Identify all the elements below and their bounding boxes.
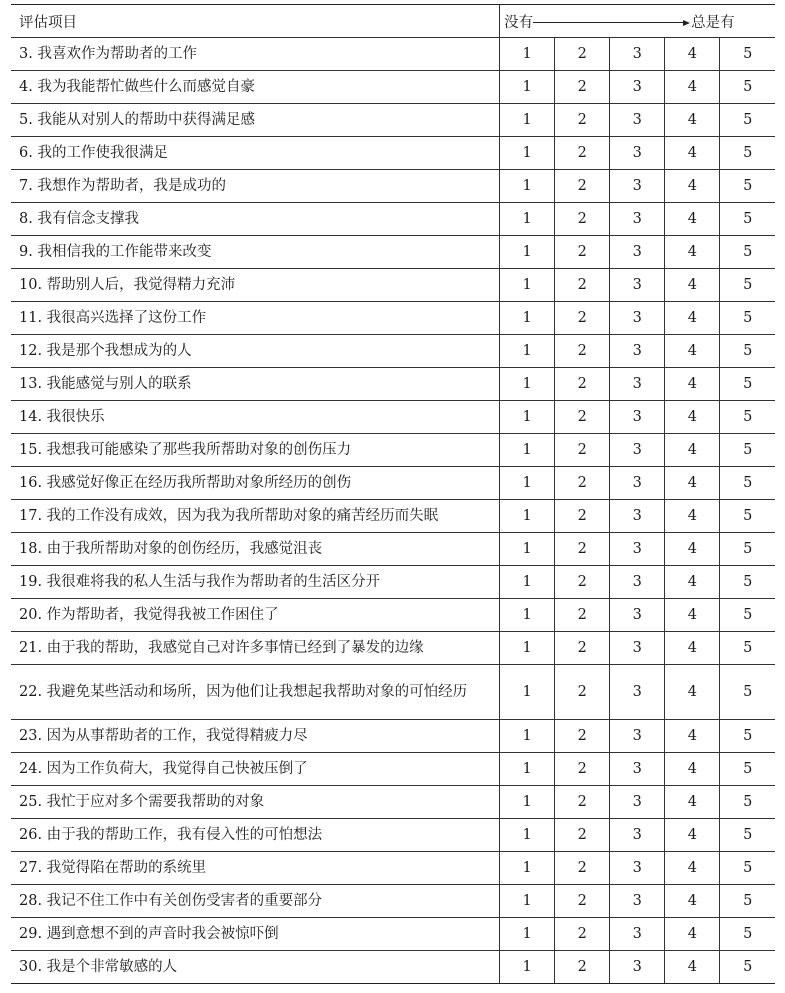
table-row [11, 71, 775, 104]
score-option-5[interactable]: 5 [720, 951, 775, 984]
score-option-4[interactable]: 4 [665, 137, 720, 170]
score-option-2[interactable]: 2 [555, 71, 610, 104]
item-text: 10. 帮助别人后，我觉得精力充沛 [11, 269, 500, 302]
score-option-4[interactable]: 4 [665, 38, 720, 71]
score-option-3[interactable]: 3 [610, 786, 665, 819]
score-option-4[interactable]: 4 [665, 566, 720, 599]
score-option-4[interactable]: 4 [665, 236, 720, 269]
score-option-4[interactable]: 4 [665, 269, 720, 302]
score-option-5[interactable]: 5 [720, 500, 775, 533]
score-option-4[interactable]: 4 [665, 203, 720, 236]
item-text: 4. 我为我能帮忙做些什么而感觉自豪 [11, 71, 500, 104]
score-option-4[interactable]: 4 [665, 786, 720, 819]
score-option-5[interactable]: 5 [720, 786, 775, 819]
item-text: 6. 我的工作使我很满足 [11, 137, 500, 170]
table-row [11, 368, 775, 401]
score-option-5[interactable]: 5 [720, 852, 775, 885]
score-option-1[interactable]: 1 [500, 566, 555, 599]
score-option-2[interactable]: 2 [555, 104, 610, 137]
score-option-1[interactable]: 1 [500, 302, 555, 335]
score-option-4[interactable]: 4 [665, 632, 720, 665]
item-text: 26. 由于我的帮助工作，我有侵入性的可怕想法 [11, 819, 500, 852]
score-option-1[interactable]: 1 [500, 170, 555, 203]
score-option-1[interactable]: 1 [500, 335, 555, 368]
score-option-5[interactable]: 5 [720, 918, 775, 951]
score-option-5[interactable]: 5 [720, 753, 775, 786]
score-option-2[interactable]: 2 [555, 203, 610, 236]
score-option-3[interactable]: 3 [610, 269, 665, 302]
table-row [11, 819, 775, 852]
score-option-1[interactable]: 1 [500, 951, 555, 984]
score-option-2[interactable]: 2 [555, 38, 610, 71]
item-text: 21. 由于我的帮助，我感觉自己对许多事情已经到了暴发的边缘 [11, 632, 500, 665]
item-text: 7. 我想作为帮助者，我是成功的 [11, 170, 500, 203]
item-text: 29. 遇到意想不到的声音时我会被惊吓倒 [11, 918, 500, 951]
score-option-1[interactable]: 1 [500, 720, 555, 753]
table-row [11, 632, 775, 665]
score-option-3[interactable]: 3 [610, 819, 665, 852]
score-option-2[interactable]: 2 [555, 852, 610, 885]
table-row [11, 269, 775, 302]
score-option-4[interactable]: 4 [665, 852, 720, 885]
score-option-5[interactable]: 5 [720, 566, 775, 599]
score-option-1[interactable]: 1 [500, 918, 555, 951]
score-option-5[interactable]: 5 [720, 720, 775, 753]
score-option-5[interactable]: 5 [720, 885, 775, 918]
score-option-4[interactable]: 4 [665, 368, 720, 401]
score-option-3[interactable]: 3 [610, 533, 665, 566]
item-column-header: 评估项目 [11, 5, 500, 38]
score-option-3[interactable]: 3 [610, 753, 665, 786]
score-option-3[interactable]: 3 [610, 434, 665, 467]
table-row [11, 38, 775, 71]
score-option-4[interactable]: 4 [665, 665, 720, 720]
score-option-2[interactable]: 2 [555, 632, 610, 665]
item-text: 12. 我是那个我想成为的人 [11, 335, 500, 368]
item-text: 15. 我想我可能感染了那些我所帮助对象的创伤压力 [11, 434, 500, 467]
score-option-3[interactable]: 3 [610, 720, 665, 753]
score-option-1[interactable]: 1 [500, 533, 555, 566]
scale-right-label: 总是有 [691, 14, 735, 31]
score-option-4[interactable]: 4 [665, 500, 720, 533]
table-row [11, 566, 775, 599]
score-option-1[interactable]: 1 [500, 599, 555, 632]
score-option-4[interactable]: 4 [665, 819, 720, 852]
score-option-5[interactable]: 5 [720, 104, 775, 137]
table-row [11, 203, 775, 236]
table-row [11, 302, 775, 335]
score-option-3[interactable]: 3 [610, 885, 665, 918]
score-option-1[interactable]: 1 [500, 434, 555, 467]
score-option-4[interactable]: 4 [665, 918, 720, 951]
score-option-5[interactable]: 5 [720, 632, 775, 665]
table-row [11, 434, 775, 467]
score-option-5[interactable]: 5 [720, 599, 775, 632]
score-option-2[interactable]: 2 [555, 720, 610, 753]
score-option-1[interactable]: 1 [500, 203, 555, 236]
score-option-3[interactable]: 3 [610, 203, 665, 236]
score-option-4[interactable]: 4 [665, 951, 720, 984]
item-text: 16. 我感觉好像正在经历我所帮助对象所经历的创伤 [11, 467, 500, 500]
table-row [11, 401, 775, 434]
score-option-2[interactable]: 2 [555, 599, 610, 632]
score-option-4[interactable]: 4 [665, 71, 720, 104]
score-option-1[interactable]: 1 [500, 819, 555, 852]
score-option-4[interactable]: 4 [665, 467, 720, 500]
score-option-5[interactable]: 5 [720, 269, 775, 302]
table-row [11, 786, 775, 819]
table-row [11, 137, 775, 170]
score-option-5[interactable]: 5 [720, 302, 775, 335]
score-option-3[interactable]: 3 [610, 236, 665, 269]
score-option-1[interactable]: 1 [500, 137, 555, 170]
score-option-2[interactable]: 2 [555, 665, 610, 720]
score-option-5[interactable]: 5 [720, 401, 775, 434]
score-option-3[interactable]: 3 [610, 951, 665, 984]
item-text: 14. 我很快乐 [11, 401, 500, 434]
score-option-4[interactable]: 4 [665, 170, 720, 203]
score-option-2[interactable]: 2 [555, 137, 610, 170]
score-option-3[interactable]: 3 [610, 401, 665, 434]
score-option-2[interactable]: 2 [555, 753, 610, 786]
score-option-3[interactable]: 3 [610, 170, 665, 203]
score-option-3[interactable]: 3 [610, 566, 665, 599]
score-option-5[interactable]: 5 [720, 203, 775, 236]
score-option-5[interactable]: 5 [720, 533, 775, 566]
table-row [11, 753, 775, 786]
item-text: 8. 我有信念支撑我 [11, 203, 500, 236]
score-option-4[interactable]: 4 [665, 401, 720, 434]
score-option-3[interactable]: 3 [610, 104, 665, 137]
item-text: 3. 我喜欢作为帮助者的工作 [11, 38, 500, 71]
score-option-1[interactable]: 1 [500, 500, 555, 533]
score-option-2[interactable]: 2 [555, 368, 610, 401]
score-option-1[interactable]: 1 [500, 786, 555, 819]
score-option-5[interactable]: 5 [720, 71, 775, 104]
score-option-2[interactable]: 2 [555, 335, 610, 368]
score-option-2[interactable]: 2 [555, 500, 610, 533]
score-option-2[interactable]: 2 [555, 401, 610, 434]
table-body [11, 38, 775, 984]
score-option-1[interactable]: 1 [500, 368, 555, 401]
score-option-5[interactable]: 5 [720, 170, 775, 203]
table-row [11, 170, 775, 203]
score-option-4[interactable]: 4 [665, 104, 720, 137]
score-option-3[interactable]: 3 [610, 467, 665, 500]
score-option-1[interactable]: 1 [500, 236, 555, 269]
score-option-2[interactable]: 2 [555, 885, 610, 918]
score-option-1[interactable]: 1 [500, 269, 555, 302]
score-option-2[interactable]: 2 [555, 302, 610, 335]
item-text: 22. 我避免某些活动和场所，因为他们让我想起我帮助对象的可怕经历 [11, 665, 500, 720]
score-option-5[interactable]: 5 [720, 434, 775, 467]
scale-left-label: 没有 [504, 14, 534, 31]
score-option-4[interactable]: 4 [665, 599, 720, 632]
table-header-row [11, 5, 775, 38]
score-option-4[interactable]: 4 [665, 753, 720, 786]
score-option-2[interactable]: 2 [555, 269, 610, 302]
score-option-5[interactable]: 5 [720, 335, 775, 368]
score-option-3[interactable]: 3 [610, 599, 665, 632]
score-option-4[interactable]: 4 [665, 302, 720, 335]
score-option-4[interactable]: 4 [665, 533, 720, 566]
score-option-4[interactable]: 4 [665, 335, 720, 368]
score-option-2[interactable]: 2 [555, 434, 610, 467]
item-text: 5. 我能从对别人的帮助中获得满足感 [11, 104, 500, 137]
score-option-2[interactable]: 2 [555, 918, 610, 951]
table-row [11, 236, 775, 269]
score-option-3[interactable]: 3 [610, 368, 665, 401]
score-option-1[interactable]: 1 [500, 753, 555, 786]
score-option-3[interactable]: 3 [610, 71, 665, 104]
score-option-1[interactable]: 1 [500, 104, 555, 137]
score-option-1[interactable]: 1 [500, 401, 555, 434]
score-option-5[interactable]: 5 [720, 368, 775, 401]
score-option-3[interactable]: 3 [610, 335, 665, 368]
table-row [11, 885, 775, 918]
table-row [11, 104, 775, 137]
table-row [11, 467, 775, 500]
item-text: 30. 我是个非常敏感的人 [11, 951, 500, 984]
table-row [11, 720, 775, 753]
score-option-2[interactable]: 2 [555, 170, 610, 203]
score-option-1[interactable]: 1 [500, 467, 555, 500]
table-row [11, 852, 775, 885]
score-option-5[interactable]: 5 [720, 665, 775, 720]
assessment-table [11, 4, 775, 984]
score-option-5[interactable]: 5 [720, 467, 775, 500]
item-text: 20. 作为帮助者，我觉得我被工作困住了 [11, 599, 500, 632]
score-option-4[interactable]: 4 [665, 885, 720, 918]
score-option-5[interactable]: 5 [720, 137, 775, 170]
scale-line [533, 22, 683, 23]
table-row [11, 599, 775, 632]
item-text: 18. 由于我所帮助对象的创伤经历，我感觉沮丧 [11, 533, 500, 566]
table-row [11, 951, 775, 984]
table-row [11, 500, 775, 533]
score-option-3[interactable]: 3 [610, 852, 665, 885]
item-text: 11. 我很高兴选择了这份工作 [11, 302, 500, 335]
score-option-1[interactable]: 1 [500, 885, 555, 918]
score-option-3[interactable]: 3 [610, 302, 665, 335]
table-row [11, 918, 775, 951]
score-option-2[interactable]: 2 [555, 786, 610, 819]
item-text: 23. 因为从事帮助者的工作，我觉得精疲力尽 [11, 720, 500, 753]
item-text: 25. 我忙于应对多个需要我帮助的对象 [11, 786, 500, 819]
score-option-1[interactable]: 1 [500, 665, 555, 720]
score-option-2[interactable]: 2 [555, 533, 610, 566]
score-option-2[interactable]: 2 [555, 819, 610, 852]
score-option-3[interactable]: 3 [610, 918, 665, 951]
score-option-4[interactable]: 4 [665, 434, 720, 467]
score-option-2[interactable]: 2 [555, 566, 610, 599]
score-option-3[interactable]: 3 [610, 500, 665, 533]
item-text: 13. 我能感觉与别人的联系 [11, 368, 500, 401]
item-text: 27. 我觉得陷在帮助的系统里 [11, 852, 500, 885]
score-option-1[interactable]: 1 [500, 632, 555, 665]
item-text: 24. 因为工作负荷大，我觉得自己快被压倒了 [11, 753, 500, 786]
item-text: 9. 我相信我的工作能带来改变 [11, 236, 500, 269]
score-option-3[interactable]: 3 [610, 137, 665, 170]
score-option-2[interactable]: 2 [555, 467, 610, 500]
score-option-1[interactable]: 1 [500, 852, 555, 885]
item-text: 19. 我很难将我的私人生活与我作为帮助者的生活区分开 [11, 566, 500, 599]
score-option-3[interactable]: 3 [610, 632, 665, 665]
score-option-5[interactable]: 5 [720, 38, 775, 71]
item-text: 17. 我的工作没有成效，因为我为我所帮助对象的痛苦经历而失眠 [11, 500, 500, 533]
item-text: 28. 我记不住工作中有关创伤受害者的重要部分 [11, 885, 500, 918]
score-option-2[interactable]: 2 [555, 236, 610, 269]
table-row [11, 533, 775, 566]
score-option-3[interactable]: 3 [610, 38, 665, 71]
table-row [11, 335, 775, 368]
score-option-5[interactable]: 5 [720, 236, 775, 269]
frequency-scale-header [500, 5, 775, 38]
score-option-5[interactable]: 5 [720, 819, 775, 852]
score-option-4[interactable]: 4 [665, 720, 720, 753]
score-option-3[interactable]: 3 [610, 665, 665, 720]
score-option-1[interactable]: 1 [500, 71, 555, 104]
arrow-right-icon [683, 20, 690, 26]
score-option-2[interactable]: 2 [555, 951, 610, 984]
table-row [11, 665, 775, 720]
score-option-1[interactable]: 1 [500, 38, 555, 71]
